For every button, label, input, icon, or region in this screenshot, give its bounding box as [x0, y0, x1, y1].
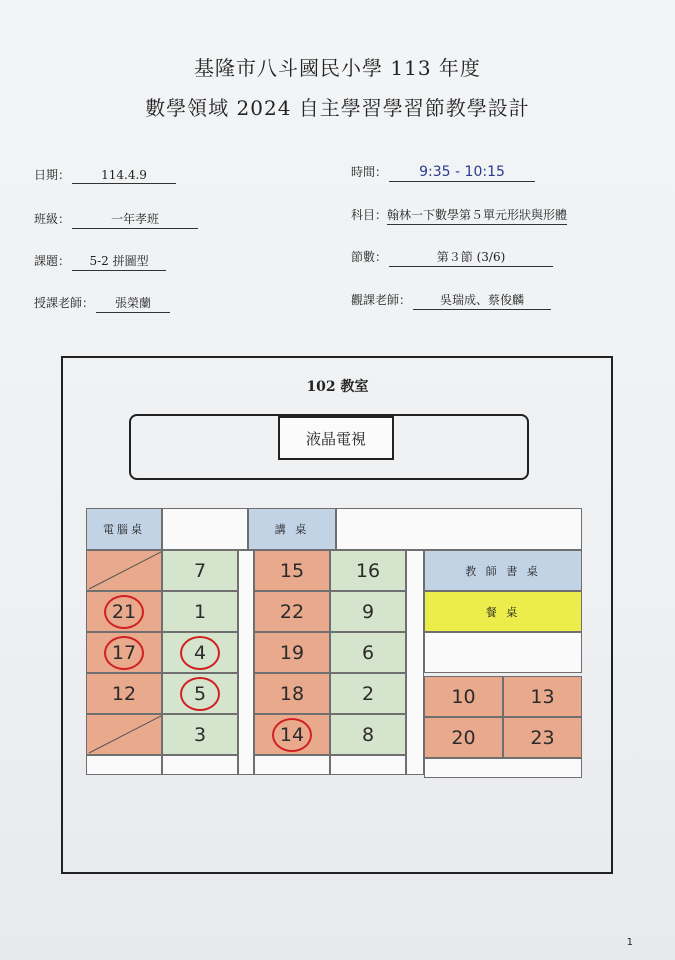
- seat: 12: [86, 673, 162, 714]
- time-field: 時間： 9:35 - 10:15: [351, 163, 535, 182]
- topic-field: 課題： 5-2 拼圖型: [34, 252, 166, 271]
- seat-empty-diagonal: [86, 714, 162, 755]
- seat: 18: [254, 673, 330, 714]
- seat: 8: [330, 714, 406, 755]
- empty-cell: [162, 755, 238, 775]
- empty-cell: [424, 758, 582, 778]
- lectern: 講 桌: [248, 508, 336, 550]
- class-value: 一年孝班: [72, 210, 198, 229]
- seat: 15: [254, 550, 330, 591]
- empty-cell: [254, 755, 330, 775]
- seat: 9: [330, 591, 406, 632]
- seat-circled: 4: [162, 632, 238, 673]
- subject-field: 科目：翰林一下數學第５單元形狀與形體: [351, 206, 567, 225]
- empty-cell: [86, 755, 162, 775]
- seat: 7: [162, 550, 238, 591]
- page-number: 1: [626, 937, 633, 948]
- aisle: [238, 550, 254, 775]
- seat: 1: [162, 591, 238, 632]
- observer-field: 觀課老師： 吳瑞成、蔡俊麟: [351, 291, 551, 310]
- subject-value: 翰林一下數學第５單元形狀與形體: [387, 206, 567, 225]
- document-title: 基隆市八斗國民小學 113 年度: [194, 56, 481, 80]
- seat: 6: [330, 632, 406, 673]
- date-value: 114.4.9: [72, 168, 176, 184]
- empty-cell: [162, 508, 248, 550]
- teacher-field: 授課老師： 張榮蘭: [34, 294, 170, 313]
- seat-circled: 21: [86, 591, 162, 632]
- seat-circled: 14: [254, 714, 330, 755]
- period-value: 第３節 (3/6): [389, 248, 553, 267]
- observer-value: 吳瑞成、蔡俊麟: [413, 291, 551, 310]
- seat: 10: [424, 676, 503, 717]
- diagonal-line-icon: [87, 550, 161, 591]
- seat: 16: [330, 550, 406, 591]
- document-subtitle: 數學領域 2024 自主學習學習節教學設計: [145, 96, 530, 120]
- seat: 2: [330, 673, 406, 714]
- seat: 19: [254, 632, 330, 673]
- empty-cell: [330, 755, 406, 775]
- teacher-desk: 教 師 書 桌: [424, 550, 582, 591]
- seat: 22: [254, 591, 330, 632]
- seat-empty-diagonal: [86, 550, 162, 591]
- empty-cell: [336, 508, 582, 550]
- seat: 23: [503, 717, 582, 758]
- seat: 13: [503, 676, 582, 717]
- computer-desk: 電腦桌: [86, 508, 162, 550]
- seat-circled: 17: [86, 632, 162, 673]
- seat-circled: 5: [162, 673, 238, 714]
- class-field: 班級： 一年孝班: [34, 210, 198, 229]
- empty-cell: [424, 632, 582, 673]
- teacher-value: 張榮蘭: [96, 294, 170, 313]
- date-field: 日期： 114.4.9: [34, 166, 176, 184]
- diagonal-line-icon: [87, 714, 161, 755]
- time-value: 9:35 - 10:15: [389, 164, 535, 182]
- seat: 20: [424, 717, 503, 758]
- tv-label: 液晶電視: [278, 416, 394, 460]
- room-name: 102 教室: [306, 379, 369, 395]
- aisle: [406, 550, 424, 775]
- seat: 3: [162, 714, 238, 755]
- topic-value: 5-2 拼圖型: [72, 252, 166, 271]
- period-field: 節數： 第３節 (3/6): [351, 248, 553, 267]
- dining-table: 餐 桌: [424, 591, 582, 632]
